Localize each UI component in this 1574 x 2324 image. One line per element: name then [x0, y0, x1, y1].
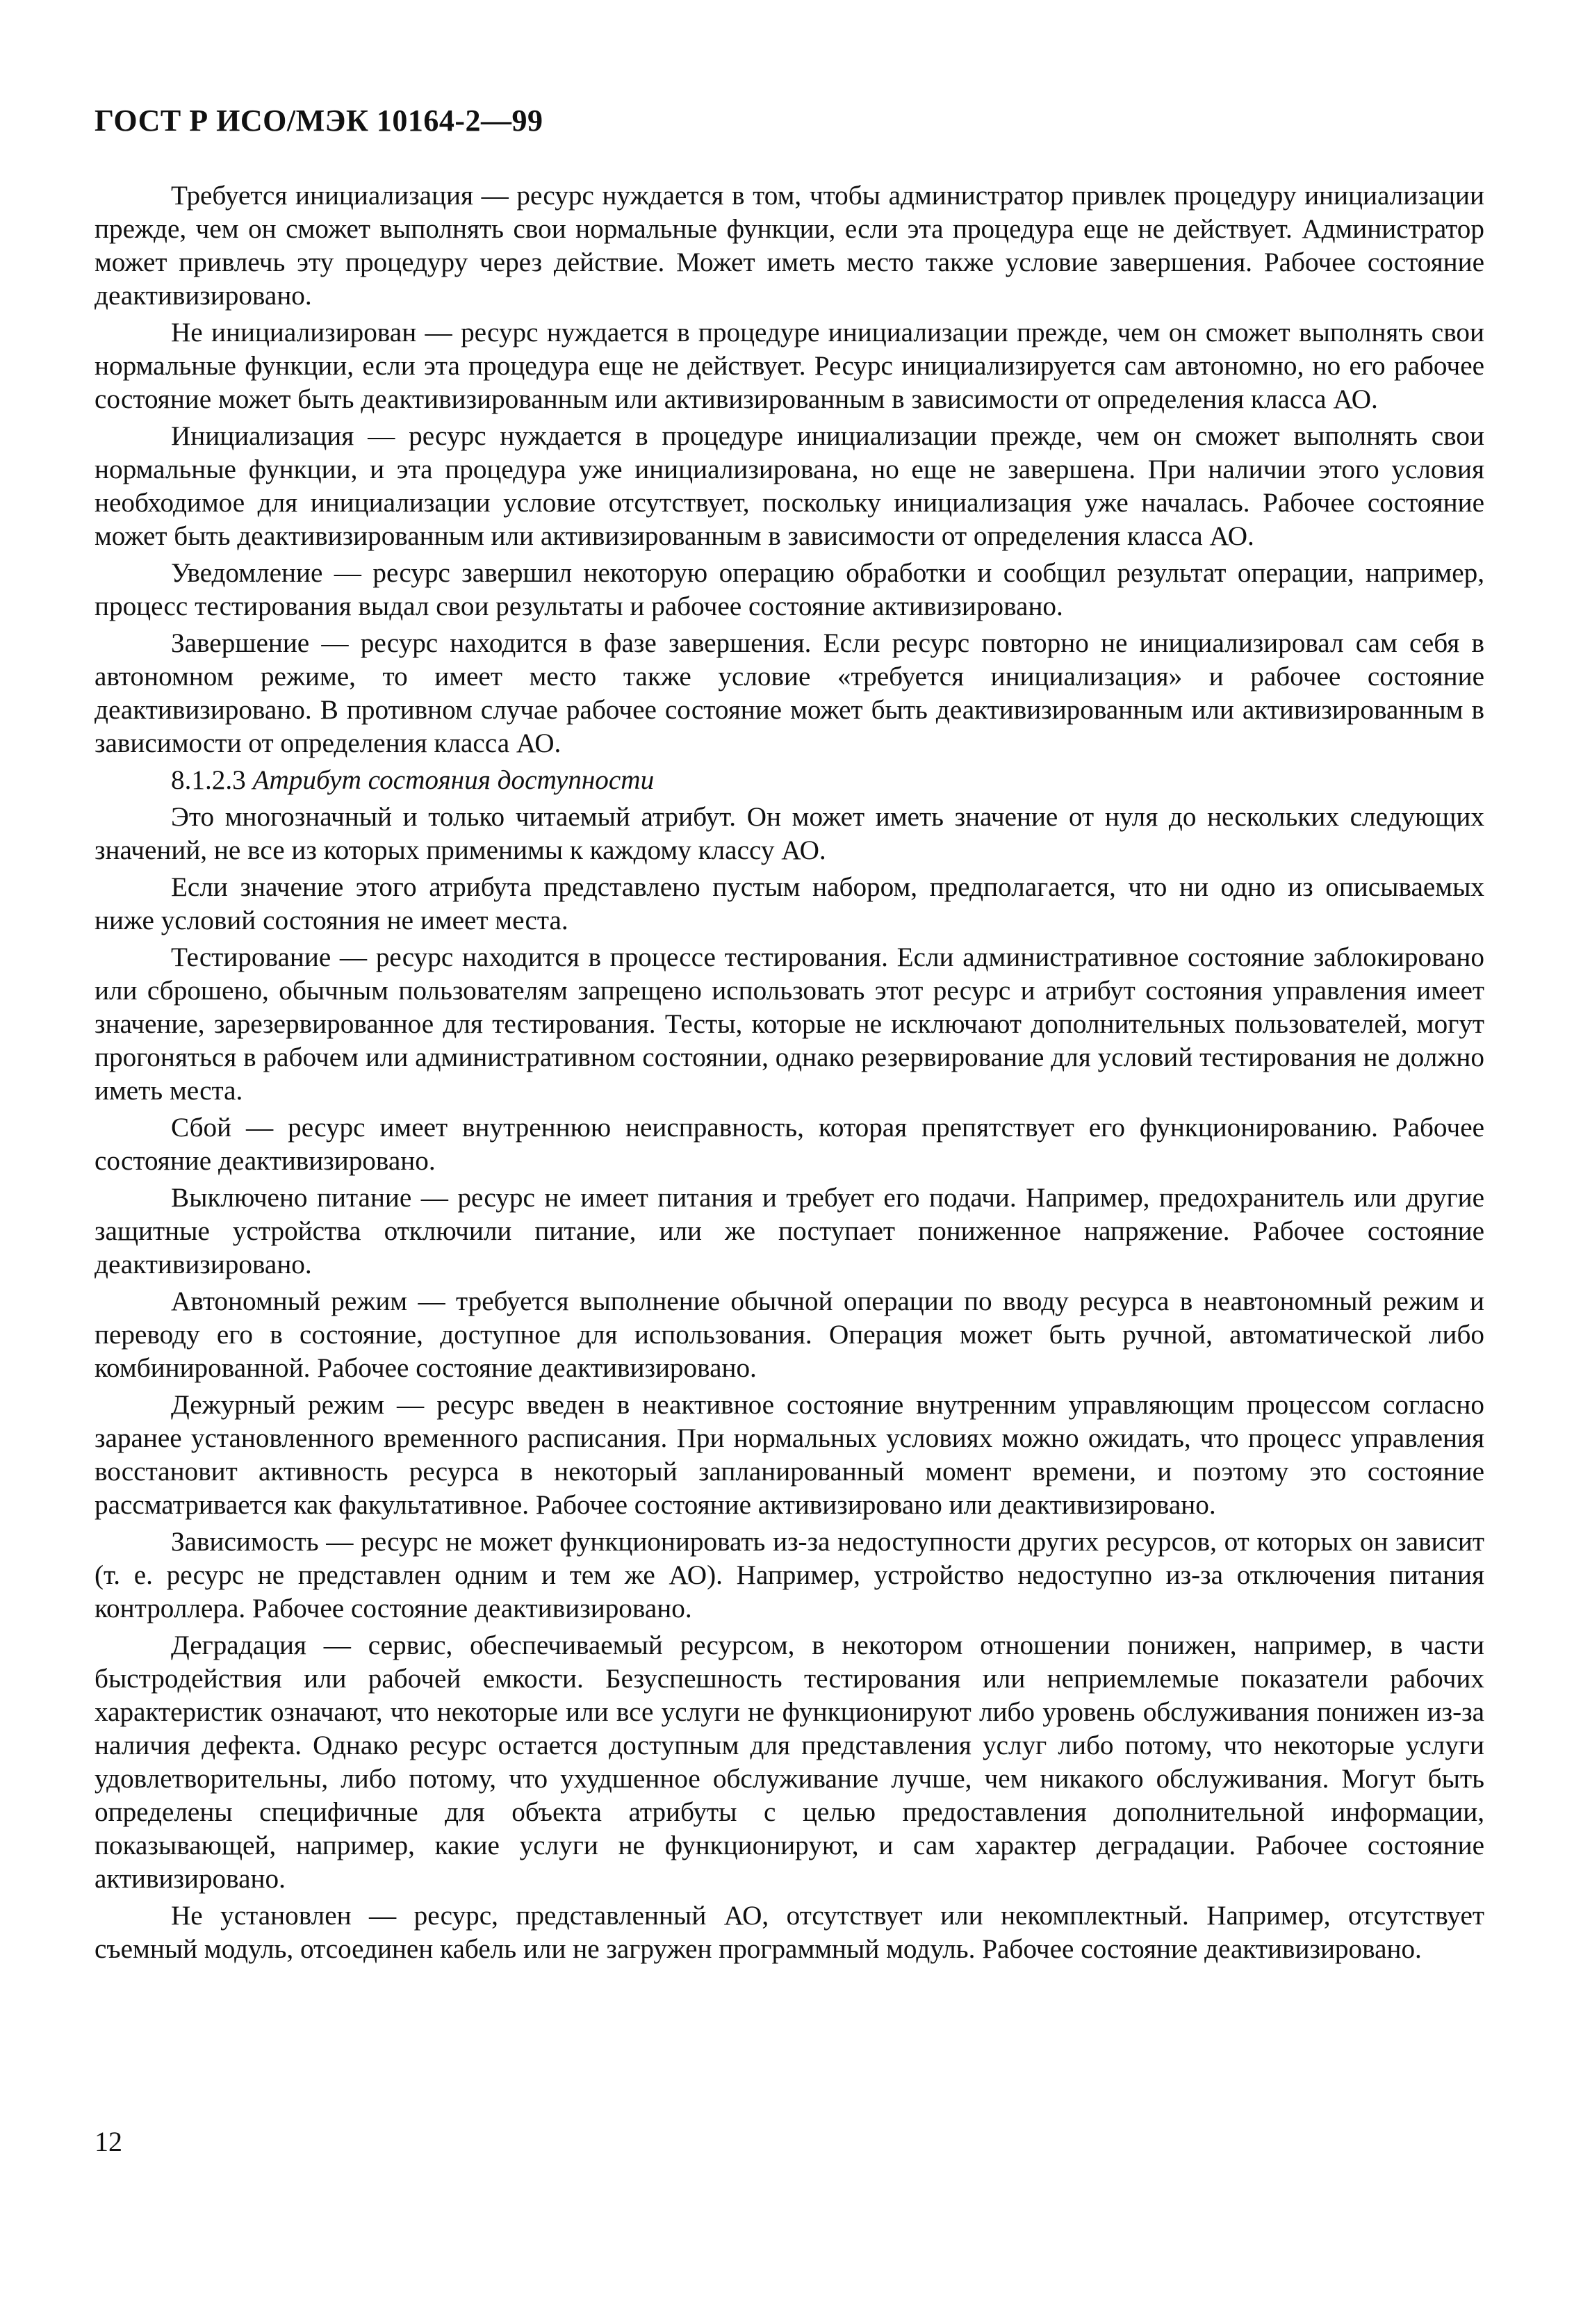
paragraph-dependency: Зависимость — ресурс не может функционировать из-за недоступности других ресурсов, от которых он зависит (т. е. ресурс не представлен одним и тем же АО). Например, устройство недоступно из-за отключения питания контроллера. Рабочее состояние деактивизировано.: [95, 1527, 1484, 1623]
document-body: [95, 179, 1484, 1966]
paragraph-initializing: Инициализация — ресурс нуждается в процедуре инициализации прежде, чем он сможет выполнять свои нормальные функции, и эта процедура уже инициализирована, но еще не завершена. При наличии этого условия необходимое для инициализации условие отсутствует, поскольку инициализация уже началась. Рабочее состояние может быть деактивизированным или активизированным в зависимости от определения класса АО.: [95, 421, 1484, 551]
section-title: Атрибут состояния доступности: [252, 765, 655, 795]
document-header: ГОСТ Р ИСО/МЭК 10164-2—99: [95, 104, 543, 138]
paragraph-off-duty: Дежурный режим — ресурс введен в неактивное состояние внутренним управляющим процессом согласно заранее установленного временного расписания. При нормальных условиях можно ожидать, что процесс управления восстановит активность ресурса в некоторый запланированный момент времени, и поэтому это состояние рассматривается как факультативное. Рабочее состояние активизировано или деактивизировано.: [95, 1390, 1484, 1520]
paragraph-reporting: Уведомление — ресурс завершил некоторую операцию обработки и сообщил результат операции, например, процесс тестирования выдал свои результаты и рабочее состояние активизировано.: [95, 558, 1484, 621]
page-number: 12: [95, 2126, 122, 2157]
paragraph-degraded: Деградация — сервис, обеспечиваемый ресурсом, в некотором отношении понижен, например, в части быстродействия или рабочей емкости. Безуспешность тестирования или неприемлемые показатели рабочих характеристик означают, что некоторые или все услуги не функционируют либо уровень обслуживания понижен из-за наличия дефекта. Однако ресурс остается доступным для представления услуг либо потому, что некоторые услуги удовлетворительны, либо потому, что ухудшенное обслуживание лучше, чем никакого обслуживания. Могут быть определены специфичные для объекта атрибуты с целью предоставления дополнительной информации, показывающей, например, какие услуги не функционируют, и сам характер деградации. Рабочее состояние активизировано.: [95, 1630, 1484, 1894]
paragraph-not-installed: Не установлен — ресурс, представленный АО, отсутствует или некомплектный. Например, отсутствует съемный модуль, отсоединен кабель или не загружен программный модуль. Рабочее состояние деактивизировано.: [95, 1901, 1484, 1964]
paragraph-in-test: Тестирование — ресурс находится в процессе тестирования. Если административное состояние заблокировано или сброшено, обычным пользователям запрещено использовать этот ресурс и атрибут состояния управления имеет значение, зарезервированное для тестирования. Тесты, которые не исключают дополнительных пользователей, могут прогоняться в рабочем или административном состоянии, однако резервирование для условий тестирования не должно иметь места.: [95, 942, 1484, 1106]
paragraph-off-line: Автономный режим — требуется выполнение обычной операции по вводу ресурса в неавтономный режим и переводу его в состояние, доступное для использования. Операция может быть ручной, автоматической либо комбинированной. Рабочее состояние деактивизировано.: [95, 1286, 1484, 1383]
paragraph-init-required: Требуется инициализация — ресурс нуждается в том, чтобы администратор привлек процедуру инициализации прежде, чем он сможет выполнять свои нормальные функции, если эта процедура еще не действует. Администратор может привлечь эту процедуру через действие. Может иметь место также условие завершения. Рабочее состояние деактивизировано.: [95, 181, 1484, 311]
paragraph-terminating: Завершение — ресурс находится в фазе завершения. Если ресурс повторно не инициализировал сам себя в автономном режиме, то имеет место также условие «требуется инициализация» и рабочее состояние деактивизировано. В противном случае рабочее состояние может быть деактивизированным или активизированным в зависимости от определения класса АО.: [95, 628, 1484, 758]
section-number: 8.1.2.3: [171, 765, 246, 795]
paragraph-empty-set: Если значение этого атрибута представлено пустым набором, предполагается, что ни одно из описываемых ниже условий состояния не имеет места.: [95, 872, 1484, 935]
section-heading: [95, 764, 1484, 797]
paragraph-failed: Сбой — ресурс имеет внутреннюю неисправность, которая препятствует его функционированию. Рабочее состояние деактивизировано.: [95, 1113, 1484, 1176]
paragraph-not-initialized: Не инициализирован — ресурс нуждается в процедуре инициализации прежде, чем он сможет выполнять свои нормальные функции, если эта процедура еще не действует. Ресурс инициализируется сам автономно, но его рабочее состояние может быть деактивизированным или активизированным в зависимости от определения класса АО.: [95, 318, 1484, 414]
paragraph-power-off: Выключено питание — ресурс не имеет питания и требует его подачи. Например, предохранитель или другие защитные устройства отключили питание, или же поступает пониженное напряжение. Рабочее состояние деактивизировано.: [95, 1183, 1484, 1279]
paragraph-availability-intro: Это многозначный и только читаемый атрибут. Он может иметь значение от нуля до нескольких следующих значений, не все из которых применимы к каждому классу АО.: [95, 802, 1484, 865]
